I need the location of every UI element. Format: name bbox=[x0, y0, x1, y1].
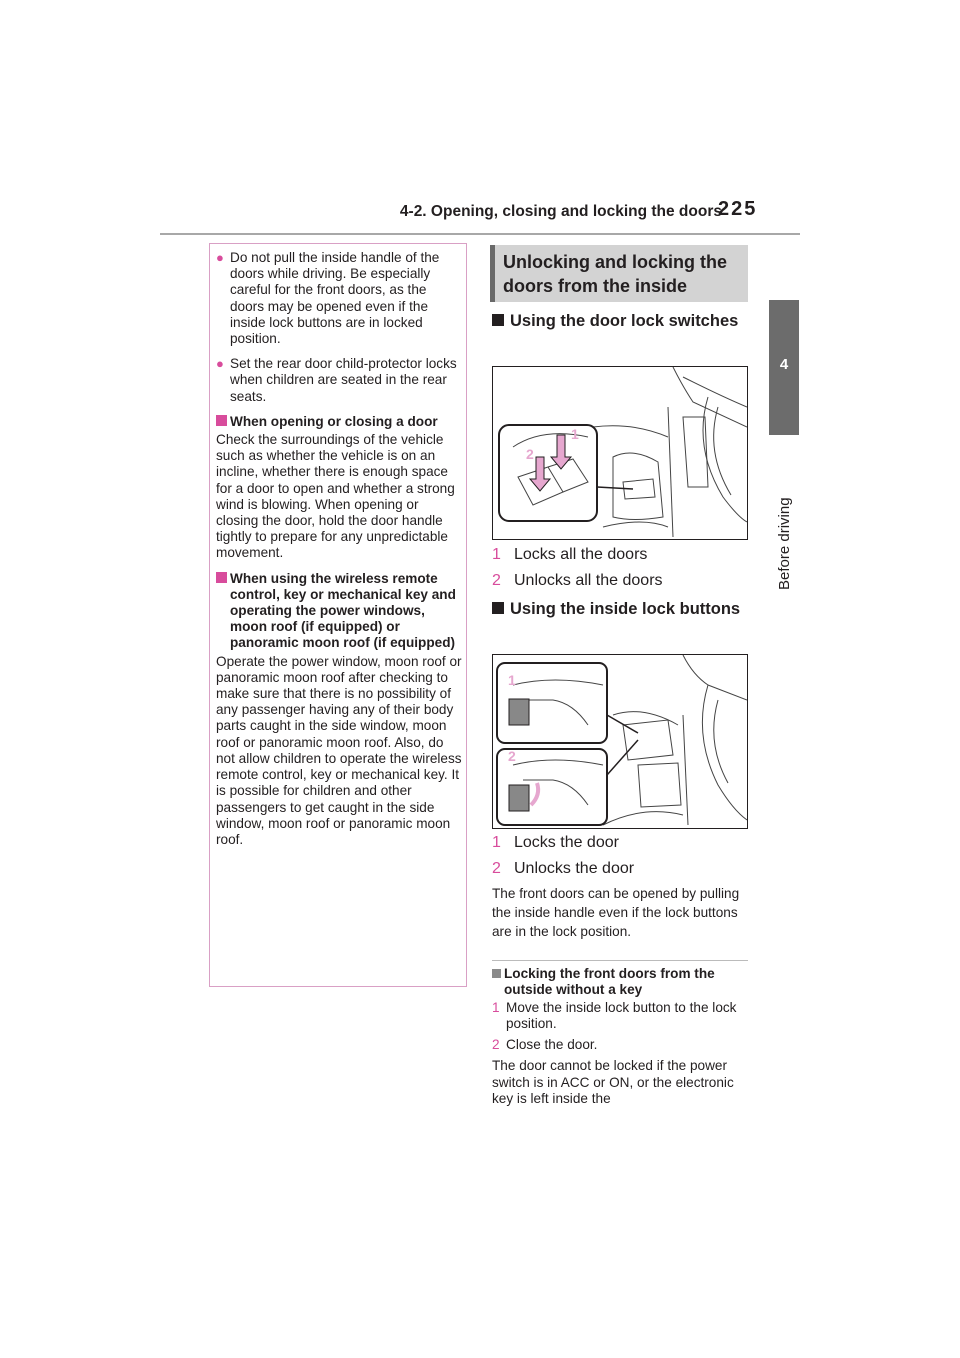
square-bullet-icon bbox=[492, 602, 504, 614]
warning-subhead: When using the wireless remote control, key or mechanical key and operating the power windows, moon roof (if equipped) or panoramic moon roof (if equipped) bbox=[216, 571, 462, 652]
door-lock-switch-drawing bbox=[493, 367, 747, 539]
divider bbox=[492, 960, 748, 961]
square-bullet-icon bbox=[216, 415, 227, 426]
warning-bullet: ● Set the rear door child-protector locks when children are seated in the rear seats. bbox=[216, 356, 457, 404]
bullet-icon: ● bbox=[216, 250, 224, 265]
list-item: 1 Locks all the doors bbox=[492, 546, 648, 563]
step-item: 1 Move the inside lock button to the lock position. bbox=[492, 1000, 737, 1031]
callout-2: 2 bbox=[508, 748, 516, 764]
callout-1: 1 bbox=[571, 426, 579, 442]
section-title: 4-2. Opening, closing and locking the doors bbox=[399, 203, 722, 220]
door-lock-switch-illustration bbox=[492, 366, 748, 540]
warning-bullet: ● Do not pull the inside handle of the doors while driving. Be especially careful for the front doors, as the doors may be opened even if the inside lock buttons are in locked position. bbox=[216, 250, 440, 347]
header-rule bbox=[160, 233, 800, 235]
warning-paragraph: Check the surroundings of the vehicle such as whether the vehicle is on an incline, whether there is enough space for a door to open and whether a strong wind is blowing. When opening or closing the door, hold the door handle tightly to prepare for any unpredictable movement. bbox=[216, 432, 455, 561]
chapter-label bbox=[772, 440, 798, 590]
inside-lock-button-drawing bbox=[493, 655, 747, 828]
square-bullet-icon bbox=[216, 572, 227, 583]
chapter-number: 4 bbox=[779, 356, 789, 373]
inside-lock-button-illustration bbox=[492, 654, 748, 829]
subsection-heading: Using the door lock switches bbox=[492, 310, 750, 332]
subsection-heading: Using the inside lock buttons bbox=[492, 598, 750, 620]
chapter-label-text: Before driving bbox=[776, 497, 793, 590]
warning-paragraph: Operate the power window, moon roof or panoramic moon roof after checking to make sure that there is no possibility of any passenger having any of their body parts caught in the side window, moon roof or panoramic moon roof. Also, do not allow children to operate the wireless remote control, key or mechanical key. It is possible for children and other passengers to get caught in the side window, moon roof or panoramic moon roof. bbox=[216, 653, 462, 847]
list-item: 2 Unlocks the door bbox=[492, 860, 635, 877]
note-paragraph: The front doors can be opened by pulling the inside handle even if the lock buttons are in the lock position. bbox=[492, 886, 740, 939]
running-header bbox=[300, 203, 740, 221]
callout-2: 2 bbox=[526, 446, 534, 462]
square-bullet-icon bbox=[492, 314, 504, 326]
page-number: 225 bbox=[718, 198, 758, 220]
bullet-icon: ● bbox=[216, 356, 224, 372]
section-heading: Unlocking and locking the doors from the inside bbox=[490, 245, 748, 302]
info-subhead: Locking the front doors from the outside without a key bbox=[492, 966, 748, 998]
warning-subhead: When opening or closing a door bbox=[216, 414, 462, 430]
warning-box bbox=[209, 243, 467, 987]
list-item: 2 Unlocks all the doors bbox=[492, 572, 663, 589]
square-bullet-icon bbox=[492, 969, 501, 978]
list-item: 1 Locks the door bbox=[492, 834, 619, 851]
callout-1: 1 bbox=[508, 672, 516, 688]
info-paragraph: The door cannot be locked if the power switch is in ACC or ON, or the electronic key is left inside the bbox=[492, 1058, 734, 1106]
step-item: 2 Close the door. bbox=[492, 1037, 598, 1052]
